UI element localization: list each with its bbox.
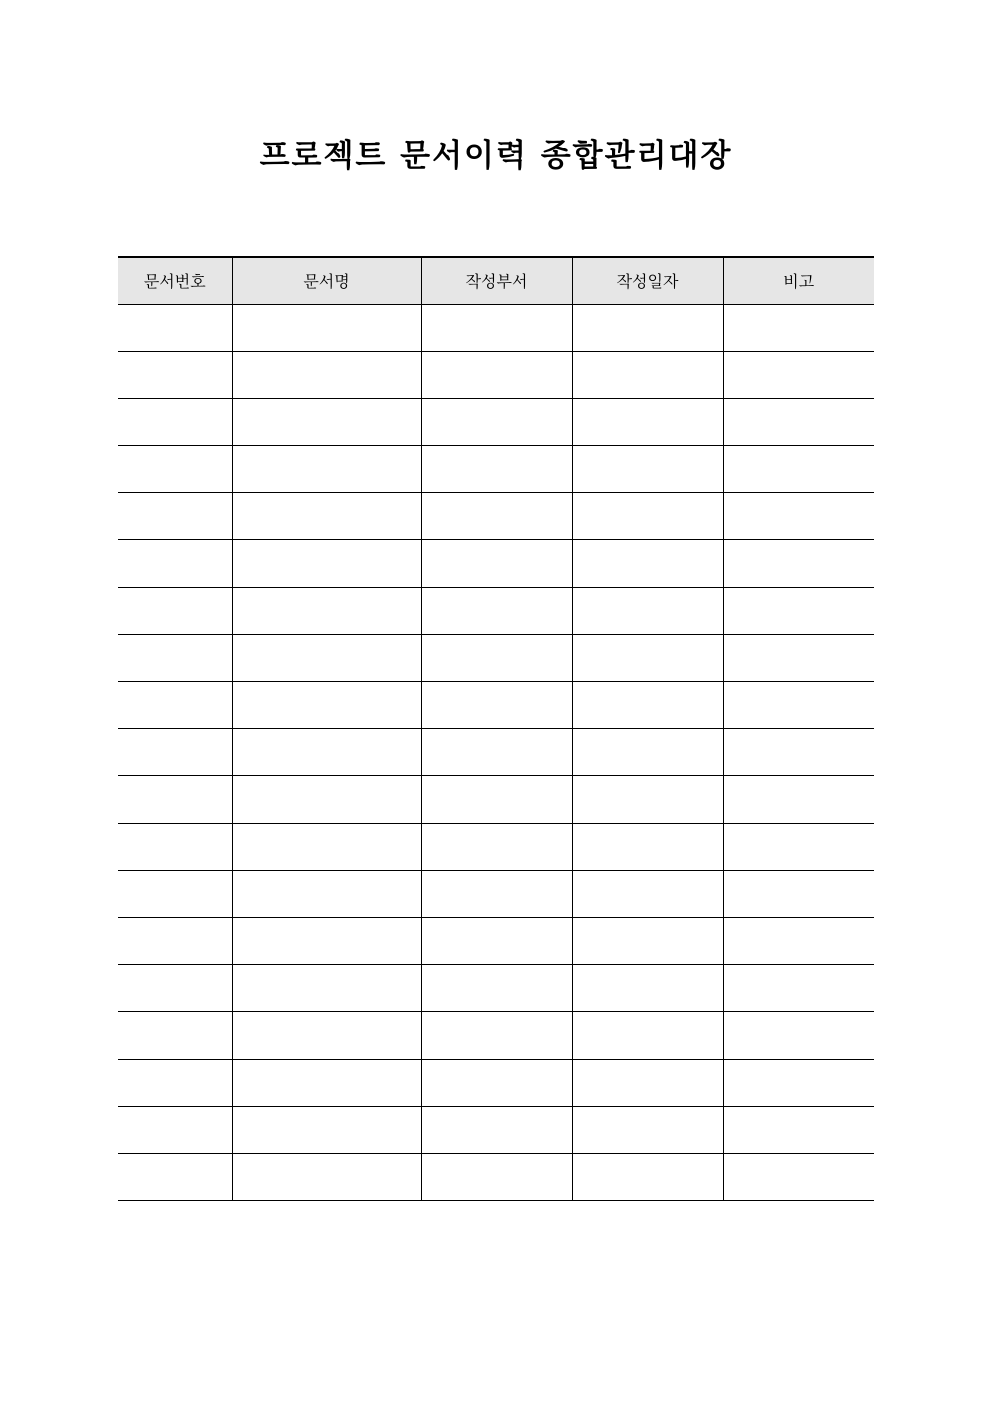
cell-remarks[interactable]	[723, 823, 874, 870]
cell-doc-name[interactable]	[232, 446, 421, 493]
cell-doc-no[interactable]	[118, 587, 232, 634]
cell-author-dept[interactable]	[421, 634, 572, 681]
cell-author-dept[interactable]	[421, 1059, 572, 1106]
cell-written-date[interactable]	[572, 917, 723, 964]
cell-doc-name[interactable]	[232, 351, 421, 398]
cell-doc-name[interactable]	[232, 682, 421, 729]
table-row	[118, 304, 874, 351]
cell-doc-no[interactable]	[118, 1059, 232, 1106]
table-row	[118, 540, 874, 587]
cell-doc-no[interactable]	[118, 870, 232, 917]
cell-doc-name[interactable]	[232, 1059, 421, 1106]
cell-author-dept[interactable]	[421, 823, 572, 870]
cell-doc-name[interactable]	[232, 965, 421, 1012]
table-row	[118, 398, 874, 445]
cell-remarks[interactable]	[723, 540, 874, 587]
cell-remarks[interactable]	[723, 682, 874, 729]
table-row	[118, 1153, 874, 1200]
cell-author-dept[interactable]	[421, 446, 572, 493]
cell-author-dept[interactable]	[421, 304, 572, 351]
cell-written-date[interactable]	[572, 351, 723, 398]
cell-written-date[interactable]	[572, 870, 723, 917]
cell-doc-no[interactable]	[118, 682, 232, 729]
cell-written-date[interactable]	[572, 304, 723, 351]
cell-author-dept[interactable]	[421, 682, 572, 729]
table-row	[118, 1012, 874, 1059]
cell-doc-name[interactable]	[232, 587, 421, 634]
cell-remarks[interactable]	[723, 729, 874, 776]
cell-remarks[interactable]	[723, 304, 874, 351]
cell-written-date[interactable]	[572, 965, 723, 1012]
table-row	[118, 446, 874, 493]
cell-author-dept[interactable]	[421, 729, 572, 776]
table-row	[118, 1059, 874, 1106]
cell-doc-name[interactable]	[232, 776, 421, 823]
cell-written-date[interactable]	[572, 776, 723, 823]
cell-doc-no[interactable]	[118, 304, 232, 351]
table-row	[118, 870, 874, 917]
table-row	[118, 823, 874, 870]
cell-remarks[interactable]	[723, 398, 874, 445]
cell-written-date[interactable]	[572, 1059, 723, 1106]
column-header-remarks: 비고	[723, 257, 874, 304]
cell-written-date[interactable]	[572, 682, 723, 729]
cell-doc-name[interactable]	[232, 1106, 421, 1153]
cell-doc-no[interactable]	[118, 917, 232, 964]
cell-doc-name[interactable]	[232, 917, 421, 964]
cell-written-date[interactable]	[572, 1153, 723, 1200]
cell-remarks[interactable]	[723, 870, 874, 917]
cell-doc-name[interactable]	[232, 870, 421, 917]
cell-remarks[interactable]	[723, 1106, 874, 1153]
table-row	[118, 493, 874, 540]
cell-doc-name[interactable]	[232, 398, 421, 445]
cell-remarks[interactable]	[723, 1059, 874, 1106]
header-row	[118, 257, 874, 304]
cell-doc-no[interactable]	[118, 634, 232, 681]
table-row	[118, 917, 874, 964]
cell-doc-no[interactable]	[118, 776, 232, 823]
document-title: 프로젝트 문서이력 종합관리대장	[259, 138, 733, 174]
cell-doc-name[interactable]	[232, 729, 421, 776]
cell-doc-no[interactable]	[118, 1106, 232, 1153]
cell-remarks[interactable]	[723, 965, 874, 1012]
table-row	[118, 1106, 874, 1153]
cell-author-dept[interactable]	[421, 587, 572, 634]
cell-doc-no[interactable]	[118, 1153, 232, 1200]
cell-author-dept[interactable]	[421, 965, 572, 1012]
cell-remarks[interactable]	[723, 446, 874, 493]
cell-author-dept[interactable]	[421, 776, 572, 823]
cell-remarks[interactable]	[723, 917, 874, 964]
table-body	[118, 304, 874, 1201]
table-row	[118, 351, 874, 398]
cell-doc-no[interactable]	[118, 446, 232, 493]
table-header	[118, 257, 874, 304]
cell-doc-no[interactable]	[118, 729, 232, 776]
cell-remarks[interactable]	[723, 1012, 874, 1059]
table-row	[118, 682, 874, 729]
table-row	[118, 965, 874, 1012]
cell-doc-name[interactable]	[232, 493, 421, 540]
cell-doc-name[interactable]	[232, 634, 421, 681]
cell-written-date[interactable]	[572, 587, 723, 634]
table-row	[118, 776, 874, 823]
table-row	[118, 729, 874, 776]
cell-author-dept[interactable]	[421, 493, 572, 540]
cell-doc-name[interactable]	[232, 1012, 421, 1059]
cell-author-dept[interactable]	[421, 870, 572, 917]
cell-remarks[interactable]	[723, 587, 874, 634]
cell-doc-no[interactable]	[118, 351, 232, 398]
cell-doc-name[interactable]	[232, 1153, 421, 1200]
cell-author-dept[interactable]	[421, 540, 572, 587]
cell-doc-no[interactable]	[118, 493, 232, 540]
column-header-doc-name: 문서명	[232, 257, 421, 304]
cell-author-dept[interactable]	[421, 1012, 572, 1059]
cell-written-date[interactable]	[572, 446, 723, 493]
cell-author-dept[interactable]	[421, 1106, 572, 1153]
cell-author-dept[interactable]	[421, 917, 572, 964]
column-header-written-date: 작성일자	[572, 257, 723, 304]
table-row	[118, 587, 874, 634]
cell-author-dept[interactable]	[421, 351, 572, 398]
cell-remarks[interactable]	[723, 776, 874, 823]
cell-doc-name[interactable]	[232, 540, 421, 587]
cell-author-dept[interactable]	[421, 398, 572, 445]
cell-doc-name[interactable]	[232, 304, 421, 351]
cell-written-date[interactable]	[572, 493, 723, 540]
cell-written-date[interactable]	[572, 823, 723, 870]
table-row	[118, 634, 874, 681]
cell-doc-no[interactable]	[118, 823, 232, 870]
cell-written-date[interactable]	[572, 398, 723, 445]
cell-doc-no[interactable]	[118, 965, 232, 1012]
document-history-ledger-table	[118, 256, 874, 1201]
cell-written-date[interactable]	[572, 634, 723, 681]
cell-written-date[interactable]	[572, 1012, 723, 1059]
cell-doc-no[interactable]	[118, 1012, 232, 1059]
cell-doc-no[interactable]	[118, 398, 232, 445]
cell-remarks[interactable]	[723, 493, 874, 540]
cell-written-date[interactable]	[572, 1106, 723, 1153]
cell-doc-name[interactable]	[232, 823, 421, 870]
column-header-doc-no: 문서번호	[118, 257, 232, 304]
cell-written-date[interactable]	[572, 540, 723, 587]
cell-remarks[interactable]	[723, 634, 874, 681]
cell-doc-no[interactable]	[118, 540, 232, 587]
cell-remarks[interactable]	[723, 351, 874, 398]
column-header-author-dept: 작성부서	[421, 257, 572, 304]
cell-remarks[interactable]	[723, 1153, 874, 1200]
cell-author-dept[interactable]	[421, 1153, 572, 1200]
cell-written-date[interactable]	[572, 729, 723, 776]
